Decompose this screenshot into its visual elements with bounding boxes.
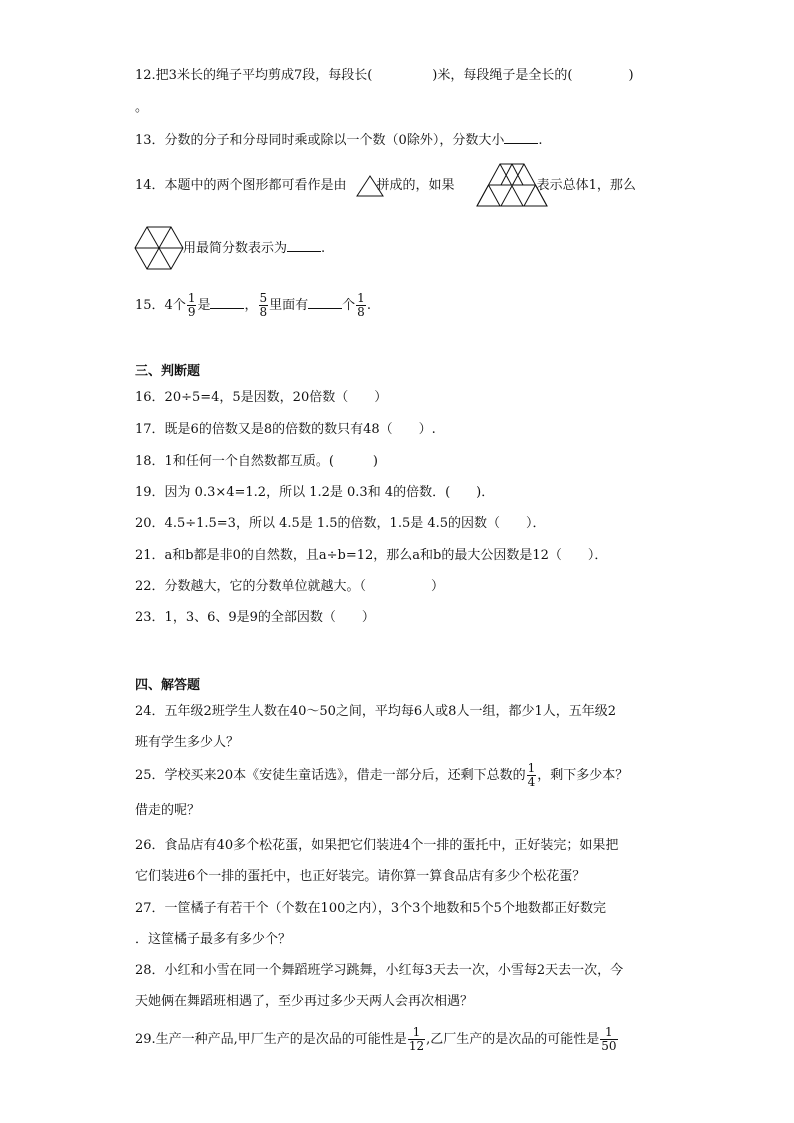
question-22: 22．分数越大，它的分数单位就越大。（ ） (135, 579, 445, 594)
q15-fraction-1: $\frac{1}{9}$ (187, 291, 196, 319)
q12-text-d: 。 (135, 100, 149, 115)
q15-text-e: 个 (342, 298, 356, 313)
q12-text-b: )米，每段绳子是全长的( (432, 68, 573, 83)
question-24-line2: 班有学生多少人？ (135, 735, 240, 750)
q15-fraction-2: $\frac{5}{8}$ (259, 291, 268, 319)
trapezoid-triangles-figure (476, 163, 548, 207)
question-20: 20．4.5÷1.5=3，所以 4.5是 1.5的倍数，1.5是 4.5的因数（ ）． (135, 516, 546, 531)
q29-text-a: 29.生产一种产品,甲厂生产的是次品的可能性是 (135, 1032, 407, 1047)
q15-text-b: 是 (197, 298, 211, 313)
q25-text-a: 25．学校买来20本《安徒生童话选》，借走一部分后，还剩下总数的 (135, 768, 526, 783)
question-15 (135, 290, 371, 322)
question-26-line2: 它们装进6个一排的蛋托中，也正好装完。请你算一算食品店有多少个松花蛋？ (135, 869, 586, 884)
question-28-line2: 天她俩在舞蹈班相遇了，至少再过多少天两人会再次相遇？ (135, 994, 474, 1009)
small-triangle-figure (356, 175, 384, 197)
q29-fraction-1: $\frac{1}{12}$ (408, 1025, 425, 1053)
question-24-line1: 24．五年级2班学生人数在40～50之间，平均每6人或8人一组，都少1人，五年级2 (135, 704, 616, 719)
hexagon-figure (134, 226, 184, 270)
q15-blank-2[interactable] (308, 295, 342, 309)
q13-text-b: . (538, 133, 543, 148)
q25-text-b: ，剩下多少本？ (537, 768, 629, 783)
q14-text-e: . (321, 241, 326, 256)
question-19: 19．因为 0.3×4=1.2，所以 1.2是 0.3和 4的倍数．( )． (135, 485, 495, 500)
q14-text-b: 拼成的，如果 (376, 178, 455, 193)
question-14-line1 (135, 176, 636, 196)
q15-text-a: 15．4个 (135, 298, 186, 313)
question-13 (135, 130, 542, 151)
q13-text-a: 13．分数的分子和分母同时乘或除以一个数（0除外），分数大小 (135, 133, 505, 148)
q14-text-c: 表示总体1，那么 (536, 178, 636, 193)
q29-fraction-2: $\frac{1}{50}$ (601, 1025, 617, 1053)
q13-blank[interactable] (504, 130, 538, 144)
q15-fraction-3: $\frac{1}{8}$ (357, 291, 365, 319)
q25-fraction: $\frac{1}{4}$ (527, 761, 536, 789)
q14-text-d: 用最简分数表示为 (183, 241, 288, 256)
question-25-line1 (135, 760, 628, 792)
q12-text-a: 12.把3米长的绳子平均剪成7段，每段长( (135, 68, 373, 83)
question-16: 16．20÷5=4，5是因数，20倍数（ ） (135, 390, 388, 405)
question-28-line1: 28．小红和小雪在同一个舞蹈班学习跳舞，小红每3天去一次，小雪每2天去一次，今 (135, 963, 624, 978)
question-29 (135, 1024, 619, 1056)
question-21: 21．a和b都是非0的自然数，且a÷b=12，那么a和b的最大公因数是12（ ）． (135, 548, 608, 563)
question-18: 18．1和任何一个自然数都互质。( ) (135, 454, 378, 469)
question-27-line2: ．这筐橘子最多有多少个？ (135, 932, 292, 947)
section-heading-solve: 四、解答题 (135, 678, 201, 693)
q12-text-c: ) (628, 68, 634, 83)
q14-blank[interactable] (287, 238, 321, 252)
question-12-line2 (135, 98, 148, 118)
section-heading-judge: 三、判断题 (135, 364, 201, 379)
q29-text-b: ,乙厂生产的是次品的可能性是 (426, 1032, 600, 1047)
question-12-line1 (135, 66, 634, 86)
q14-text-a: 14．本题中的两个图形都可看作是由 (135, 178, 347, 193)
q15-text-g: . (366, 298, 371, 313)
question-25-line2: 借走的呢？ (135, 803, 201, 818)
q15-text-c: ， (244, 298, 258, 313)
question-26-line1: 26．食品店有40多个松花蛋，如果把它们装进4个一排的蛋托中，正好装完；如果把 (135, 838, 619, 853)
q15-text-d: 里面有 (269, 298, 309, 313)
question-17: 17．既是6的倍数又是8的倍数的数只有48（ ）. (135, 422, 436, 437)
question-27-line1: 27．一筐橘子有若干个（个数在100之内），3个3个地数和5个5个地数都正好数完 (135, 901, 606, 916)
question-23: 23．1，3、6、9是9的全部因数（ ） (135, 610, 375, 625)
q15-blank-1[interactable] (210, 295, 244, 309)
